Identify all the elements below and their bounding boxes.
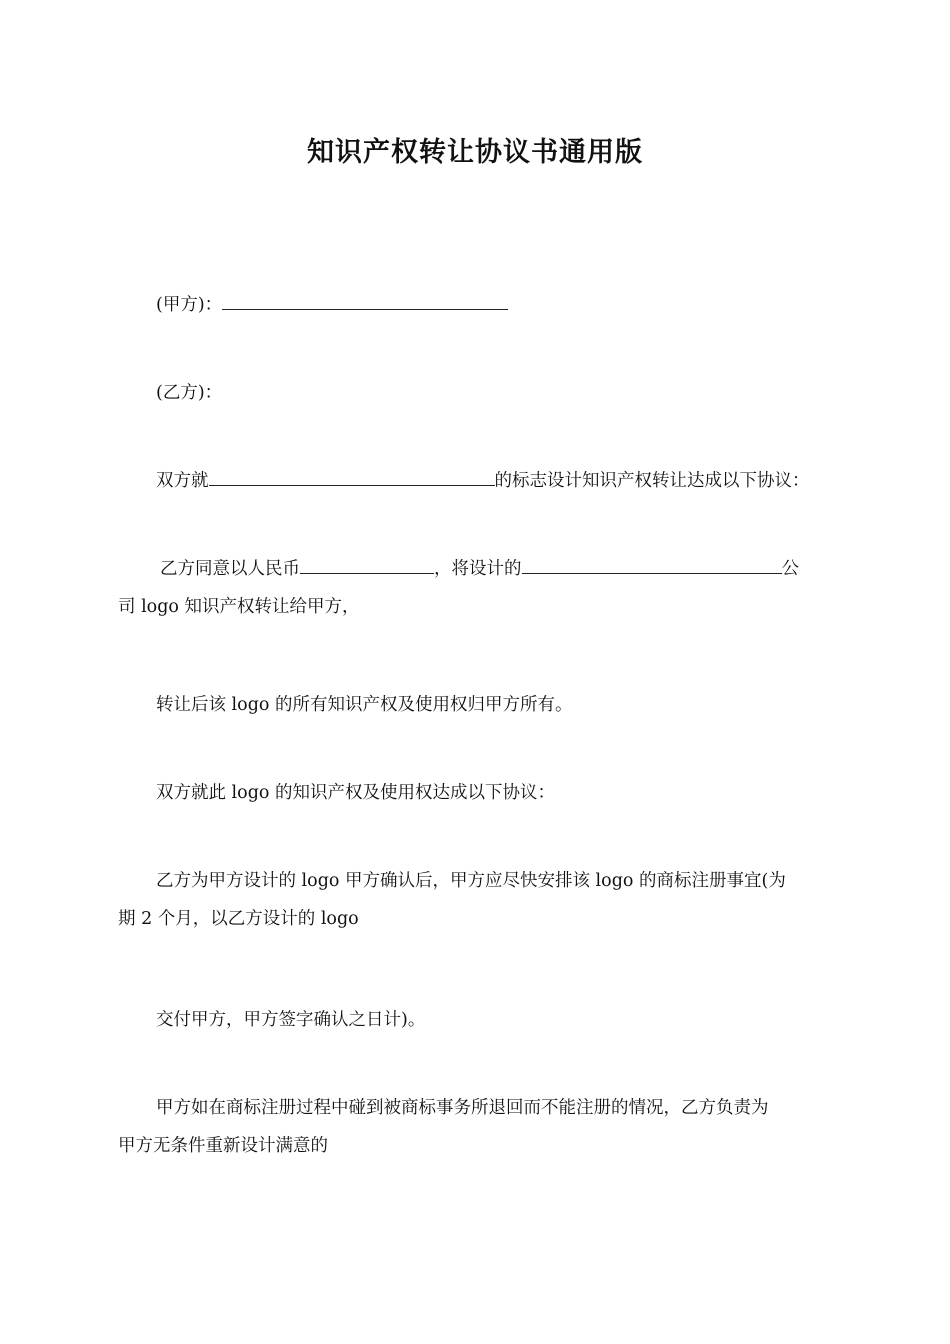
p5-line1: 乙方为甲方设计的 logo 甲方确认后，甲方应尽快安排该 logo 的商标注册事宜(为 [156,871,786,891]
paragraph-6 [118,1009,836,1031]
p2-line2: 司 logo 知识产权转让给甲方， [118,597,360,617]
p6-text: 交付甲方，甲方签字确认之日计)。 [156,1010,426,1030]
p2-amount-blank [300,559,434,574]
paragraph-4 [118,782,836,804]
paragraph-2 [118,558,836,618]
p2-pre: 乙方同意以人民币 [160,559,300,579]
party-b-line [118,382,836,404]
paragraph-1 [118,470,836,492]
party-b-label: (乙方)： [156,383,223,403]
document-title: 知识产权转让协议书通用版 [307,137,643,168]
party-a-line [118,294,836,316]
p1-post: 的标志设计知识产权转让达成以下协议： [494,471,810,491]
p3-text: 转让后该 logo 的所有知识产权及使用权归甲方所有。 [156,695,573,715]
p7-line2: 甲方无条件重新设计满意的 [118,1136,328,1156]
p5-line2: 期 2 个月，以乙方设计的 logo [118,909,359,929]
paragraph-5 [118,870,836,930]
p4-text: 双方就此 logo 的知识产权及使用权达成以下协议： [156,783,555,803]
paragraph-3 [118,694,836,716]
p2-mid: ，将设计的 [434,559,522,579]
party-a-blank [222,295,508,310]
p1-pre: 双方就 [156,471,209,491]
p2-company-blank [522,559,782,574]
p1-blank [209,471,495,486]
party-a-label: (甲方)： [156,295,223,315]
p7-line1: 甲方如在商标注册过程中碰到被商标事务所退回而不能注册的情况，乙方负责为 [156,1098,769,1118]
p2-end: 公 [781,559,799,579]
paragraph-7 [118,1097,836,1157]
